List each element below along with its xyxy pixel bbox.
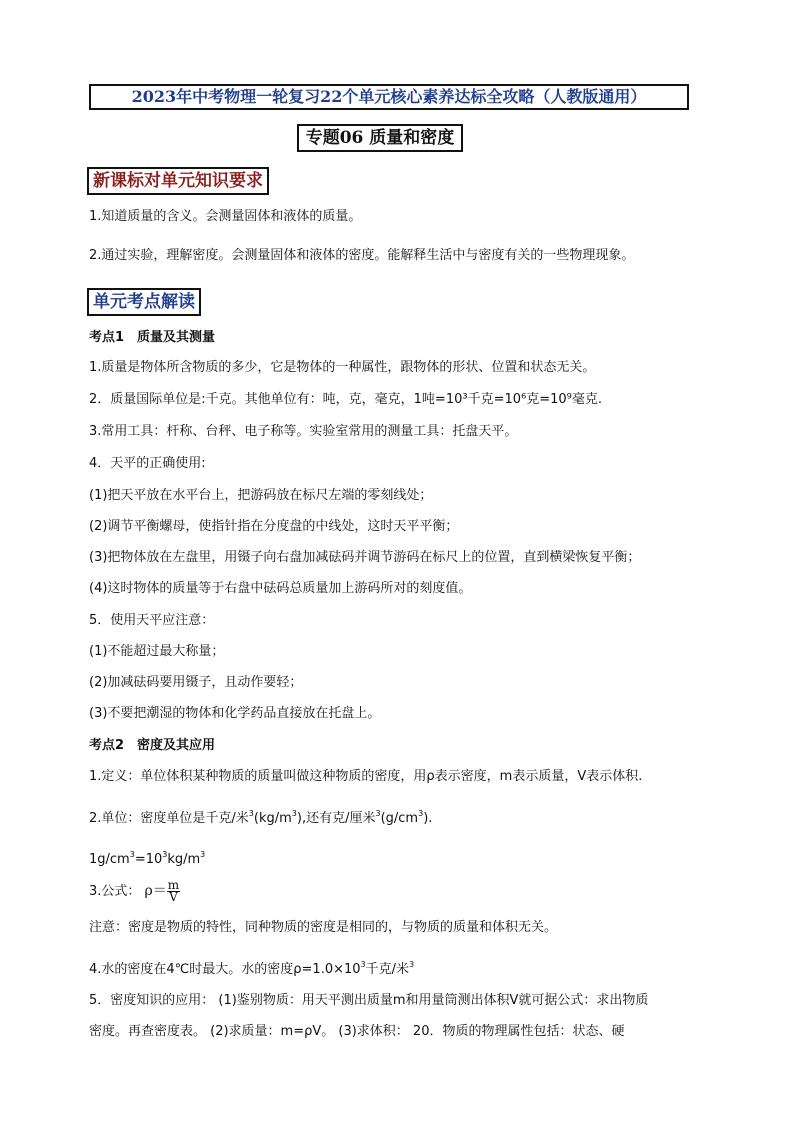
unit-text: 2.单位：密度单位是千克/米 [89, 811, 249, 826]
conversion-text: 1g/cm [89, 852, 130, 867]
keypoint-1-line: (2)调节平衡螺母，使指针指在分度盘的中线处，这时天平平衡； [89, 519, 459, 534]
formula-denominator: V [169, 890, 178, 904]
document-title: 2023年中考物理一轮复习22个单元核心素养达标全攻略（人教版通用） [89, 84, 689, 110]
exponent: 3 [418, 809, 424, 818]
topic-title: 专题06 质量和密度 [297, 124, 463, 152]
formula-numerator: m [167, 878, 180, 892]
unit-text: ). [423, 811, 433, 826]
exponent: 3 [200, 850, 206, 859]
section-heading-keypoints: 单元考点解读 [87, 288, 201, 316]
unit-conversion [89, 846, 205, 869]
keypoint-2-title: 考点2 密度及其应用 [89, 738, 216, 753]
density-application-line: 密度。再查密度表。 (2)求质量：m=ρV。 (3)求体积： 20．物质的物理属性包括：状态、硬 [89, 1024, 625, 1039]
keypoint-1-line: 5．使用天平应注意： [89, 613, 215, 628]
keypoint-1-line: (3)把物体放在左盘里，用镊子向右盘加减砝码并调节游码在标尺上的位置，直到横梁恢复平衡； [89, 550, 641, 565]
density-application-line: 5．密度知识的应用： (1)鉴别物质：用天平测出质量m和用量筒测出体积V就可据公式：求出物质 [89, 993, 649, 1008]
density-unit [89, 805, 432, 828]
exponent: 3 [248, 809, 254, 818]
exponent: 3 [409, 960, 415, 969]
exponent: 3 [129, 850, 135, 859]
unit-text: (g/cm [380, 811, 419, 826]
exponent: 3 [375, 809, 381, 818]
water-density [89, 956, 414, 979]
keypoint-1-line: 3.常用工具：杆称、台秤、电子称等。实验室常用的测量工具：托盘天平。 [89, 424, 518, 439]
unit-text: ),还有克/厘米 [296, 811, 376, 826]
formula-fraction [167, 880, 180, 903]
exponent: 3 [360, 960, 366, 969]
exponent: 3 [291, 809, 297, 818]
keypoint-1-line: (1)不能超过最大称量； [89, 644, 225, 659]
unit-text: (kg/m [253, 811, 292, 826]
keypoint-1-line: (2)加减砝码要用镊子，且动作要轻； [89, 675, 303, 690]
conversion-text: kg/m [167, 852, 201, 867]
keypoint-1-title: 考点1 质量及其测量 [89, 330, 216, 345]
density-formula [89, 880, 180, 903]
requirement-item: 1.知道质量的含义。会测量固体和液体的质量。 [89, 209, 362, 224]
exponent: 3 [162, 850, 168, 859]
density-note: 注意：密度是物质的特性，同种物质的密度是相同的，与物质的质量和体积无关。 [89, 920, 558, 935]
density-definition: 1.定义：单位体积某种物质的质量叫做这种物质的密度，用ρ表示密度，m表示质量，V表示体积. [89, 769, 643, 784]
formula-label: 3.公式： [89, 884, 141, 899]
water-density-text: 4.水的密度在4℃时最大。水的密度ρ=1.0×10 [89, 962, 361, 977]
keypoint-1-line: (1)把天平放在水平台上，把游码放在标尺左端的零刻线处； [89, 488, 433, 503]
requirement-item: 2.通过实验，理解密度。会测量固体和液体的密度。能解释生活中与密度有关的一些物理现象。 [89, 248, 635, 263]
keypoint-1-line: (3)不要把潮湿的物体和化学药品直接放在托盘上。 [89, 706, 381, 721]
keypoint-1-line: 2．质量国际单位是:千克。其他单位有：吨，克，毫克，1吨=10³千克=10⁶克=10⁹毫克. [89, 392, 602, 407]
formula-lhs: ρ＝ [144, 883, 167, 899]
conversion-text: =10 [134, 852, 163, 867]
section-heading-requirements: 新课标对单元知识要求 [87, 167, 269, 195]
keypoint-1-line: (4)这时物体的质量等于右盘中砝码总质量加上游码所对的刻度值。 [89, 581, 472, 596]
water-density-text: 千克/米 [365, 962, 410, 977]
keypoint-1-line: 1.质量是物体所含物质的多少，它是物体的一种属性，跟物体的形状、位置和状态无关。 [89, 360, 596, 375]
keypoint-1-line: 4．天平的正确使用: [89, 456, 206, 471]
